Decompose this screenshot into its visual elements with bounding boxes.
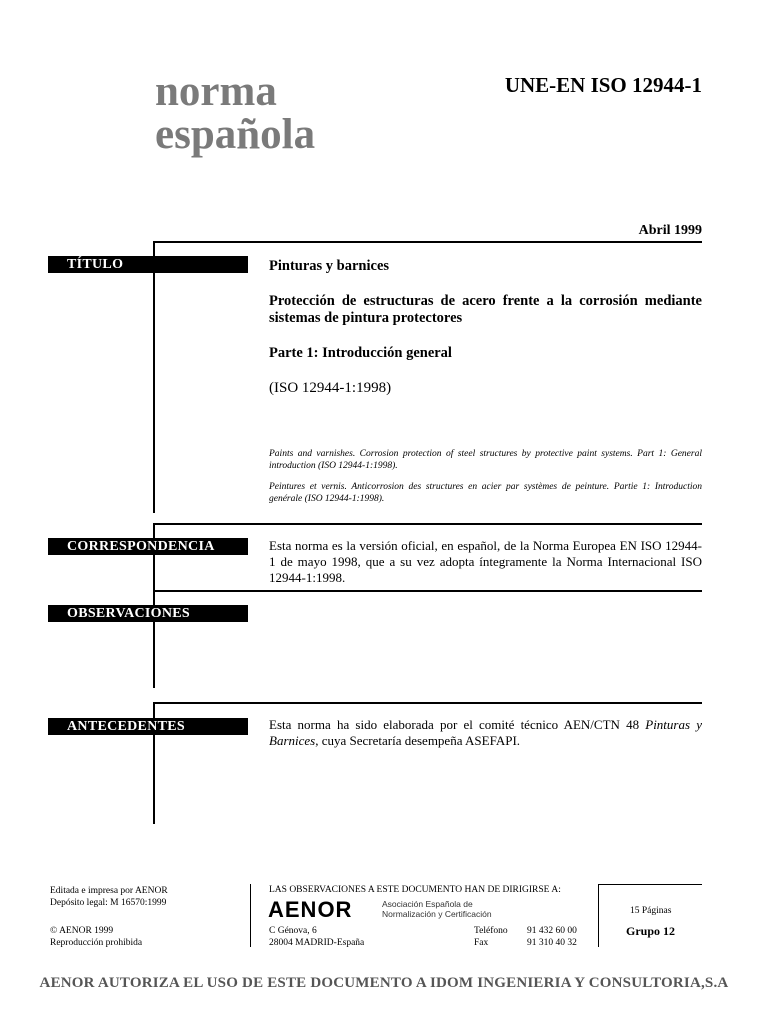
legal-deposit: Depósito legal: M 16570:1999 (50, 898, 167, 908)
antecedentes-text-start: Esta norma ha sido elaborada por el comité técnico AEN/CTN 48 (269, 717, 646, 732)
antecedentes-text (269, 717, 702, 749)
title-line-3: Parte 1: Introducción general (269, 345, 452, 361)
standard-code: UNE-EN ISO 12944-1 (504, 73, 702, 97)
section-label-titulo: TÍTULO (48, 256, 248, 273)
section-rule-observaciones (153, 590, 702, 592)
fax-label: Fax (474, 938, 489, 948)
section-label-antecedentes: ANTECEDENTES (48, 718, 248, 735)
brand-title (155, 70, 315, 156)
correspondencia-text: Esta norma es la versión oficial, en español, de la Norma Europea EN ISO 12944-1 de mayo 1998, que a su vez adopta íntegramente la Norma Internacional ISO 12944-1:1998. (269, 538, 702, 585)
price-group: Grupo 12 (626, 924, 676, 938)
observations-heading: LAS OBSERVACIONES A ESTE DOCUMENTO HAN DE DIRIGIRSE A: (269, 885, 561, 895)
bottom-divider-left (250, 884, 251, 947)
association-line-2: Normalización y Certificación (382, 909, 492, 919)
address-city: 28004 MADRID-España (269, 938, 365, 948)
fax-number: 91 310 40 32 (527, 938, 577, 948)
section-rule-titulo (153, 241, 702, 243)
antecedentes-text-end: , cuya Secretaría desempeña ASEFAPI. (315, 733, 521, 748)
pages-box-top-rule (598, 884, 702, 885)
title-iso-ref: (ISO 12944-1:1998) (269, 380, 392, 396)
brand-line-2: española (155, 111, 316, 158)
association-name (382, 899, 492, 919)
edited-by: Editada e impresa por AENOR (50, 886, 168, 896)
antecedentes-committee-name: Pinturas y Barnices (269, 717, 702, 748)
page-count: 15 Páginas (630, 906, 672, 916)
aenor-logo: AENOR (268, 897, 353, 922)
association-line-1: Asociación Española de (382, 899, 473, 909)
section-label-observaciones: OBSERVACIONES (48, 605, 248, 622)
title-line-2: Protección de estructuras de acero frente a la corrosión mediante sistemas de pintura protectores (269, 293, 702, 326)
reproduction-notice: Reproducción prohibida (50, 938, 143, 948)
license-footer: AENOR AUTORIZA EL USO DE ESTE DOCUMENTO A IDOM INGENIERIA Y CONSULTORIA,S.A (39, 975, 729, 991)
section-rule-antecedentes (153, 702, 702, 704)
title-french: Peintures et vernis. Anticorrosion des structures en acier par systèmes de peinture. Partie 1: Introduction genérale (ISO 12944-1:1998). (269, 482, 702, 504)
copyright: © AENOR 1999 (50, 926, 114, 936)
section-vrule-titulo (153, 241, 155, 513)
section-vrule-correspondencia (153, 523, 155, 592)
title-english: Paints and varnishes. Corrosion protection of steel structures by protective paint systems. Part 1: General introduction (ISO 12944-1:1998). (269, 449, 702, 471)
phone-label: Teléfono (474, 926, 508, 936)
publication-date: Abril 1999 (638, 223, 702, 238)
section-rule-correspondencia (153, 523, 702, 525)
title-line-1: Pinturas y barnices (269, 258, 390, 274)
section-label-correspondencia: CORRESPONDENCIA (48, 538, 248, 555)
phone-number: 91 432 60 00 (527, 926, 577, 936)
pages-box-left-rule (598, 884, 599, 947)
address-street: C Génova, 6 (269, 926, 317, 936)
brand-line-1: norma (155, 68, 277, 115)
